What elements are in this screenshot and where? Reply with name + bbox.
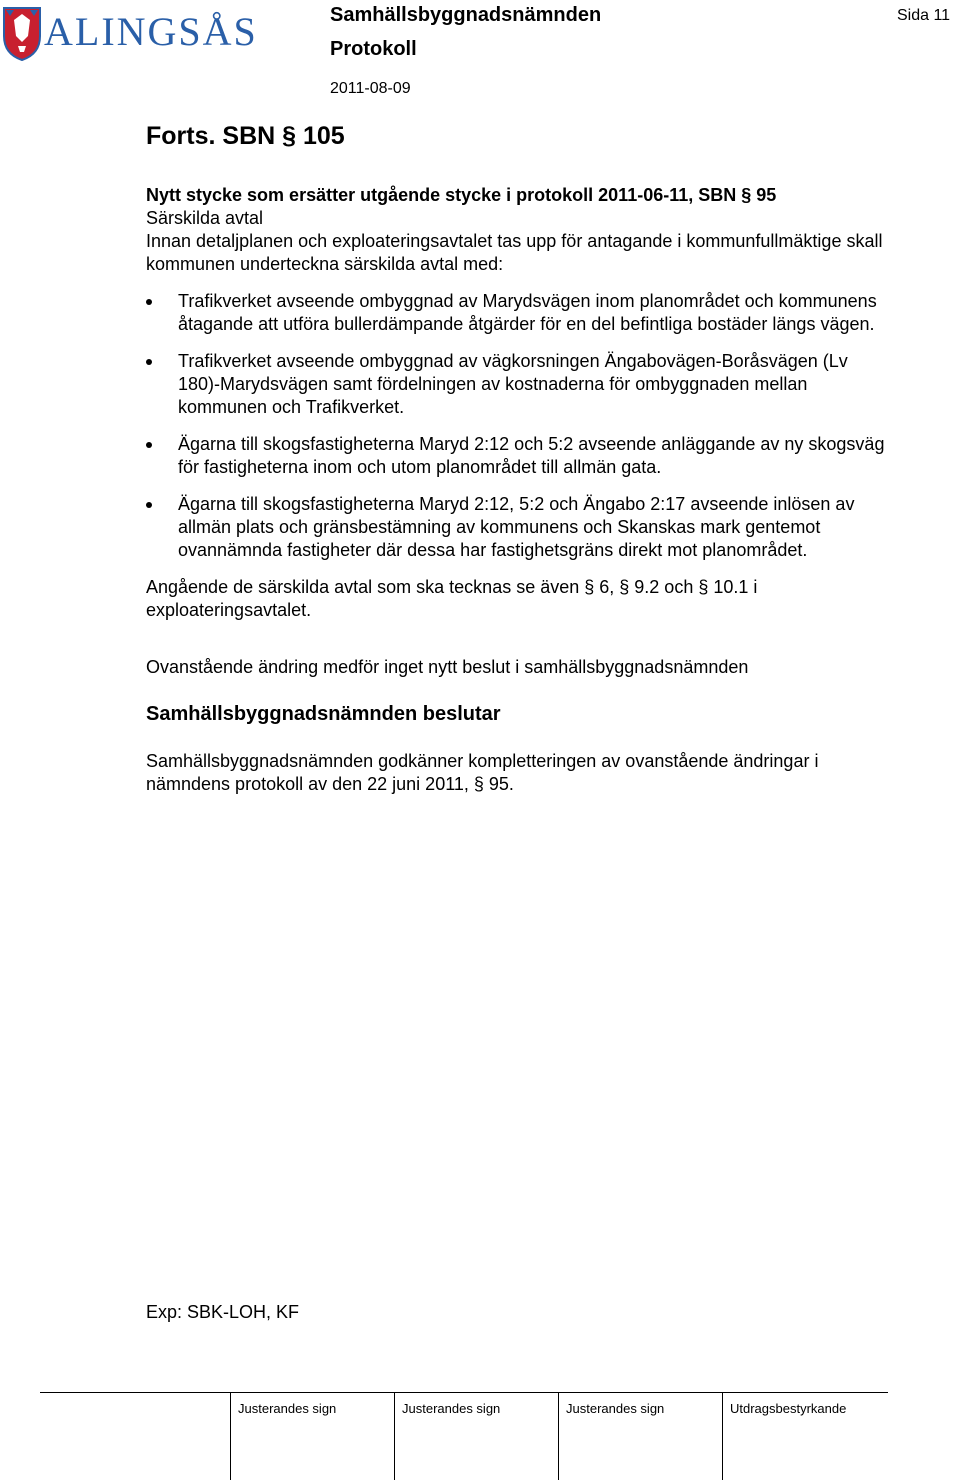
certification-label: Utdragsbestyrkande [730, 1401, 847, 1416]
change-note: Ovanstående ändring medför inget nytt beslut i samhällsbyggnadsnämnden [146, 657, 749, 677]
signature-column-divider [722, 1392, 723, 1480]
list-item: Ägarna till skogsfastigheterna Maryd 2:12 och 5:2 avseende anläggande av ny skogsväg för fastigheterna inom och utom planområdet till allmän gata. [146, 433, 886, 479]
section-reference: Forts. SBN § 105 [146, 122, 345, 150]
signature-column-divider [230, 1392, 231, 1480]
agreements-outro: Angående de särskilda avtal som ska tecknas se även § 6, § 9.2 och § 10.1 i exploateringsavtalet. [146, 577, 758, 620]
signature-label: Justerandes sign [566, 1401, 665, 1416]
bullet-icon [146, 359, 152, 365]
page-number: Sida 11 [897, 7, 951, 24]
logo-wordmark: ALINGSÅS [44, 9, 258, 54]
signature-column-divider [558, 1392, 559, 1480]
signature-label: Justerandes sign [402, 1401, 501, 1416]
document-type: Protokoll [330, 38, 417, 60]
agreements-subheading: Särskilda avtal [146, 208, 264, 228]
bullet-icon [146, 442, 152, 448]
agreements-list [146, 290, 886, 562]
signature-column-divider [394, 1392, 395, 1480]
bullet-icon [146, 502, 152, 508]
signature-label: Justerandes sign [238, 1401, 337, 1416]
document-body [146, 184, 886, 796]
agreements-intro: Innan detaljplanen och exploateringsavtalet tas upp för antagande i kommunfullmäktige skall kommunen underteckna särskilda avtal med: [146, 231, 883, 274]
committee-title: Samhällsbyggnadsnämnden [330, 4, 602, 26]
meeting-date: 2011-08-09 [330, 80, 411, 97]
replacement-heading: Nytt stycke som ersätter utgående stycke i protokoll 2011-06-11, SBN § 95 [146, 185, 777, 205]
bullet-icon [146, 299, 152, 305]
signature-divider [40, 1392, 888, 1393]
list-item: Trafikverket avseende ombyggnad av vägkorsningen Ängabovägen-Boråsvägen (Lv 180)-Marydsvägen samt fördelningen av kostnaderna för ombyggnaden mellan kommunen och Trafikverket. [146, 350, 886, 419]
coat-of-arms-icon [2, 6, 42, 62]
decision-heading: Samhällsbyggnadsnämnden beslutar [146, 703, 501, 725]
decision-text: Samhällsbyggnadsnämnden godkänner kompletteringen av ovanstående ändringar i nämndens protokoll av den 22 juni 2011, § 95. [146, 751, 819, 794]
list-item: Ägarna till skogsfastigheterna Maryd 2:12, 5:2 och Ängabo 2:17 avseende inlösen av allmän plats och gränsbestämning av kommunens och Skanskas mark gentemot ovannämnda fastigheter där dessa har fastighetsgräns direkt mot planområdet. [146, 493, 886, 562]
alingsas-logo [0, 2, 260, 64]
distribution-note: Exp: SBK-LOH, KF [146, 1302, 300, 1322]
list-item: Trafikverket avseende ombyggnad av Marydsvägen inom planområdet och kommunens åtagande att utföra bullerdämpande åtgärder för en del befintliga bostäder längs vägen. [146, 290, 886, 336]
